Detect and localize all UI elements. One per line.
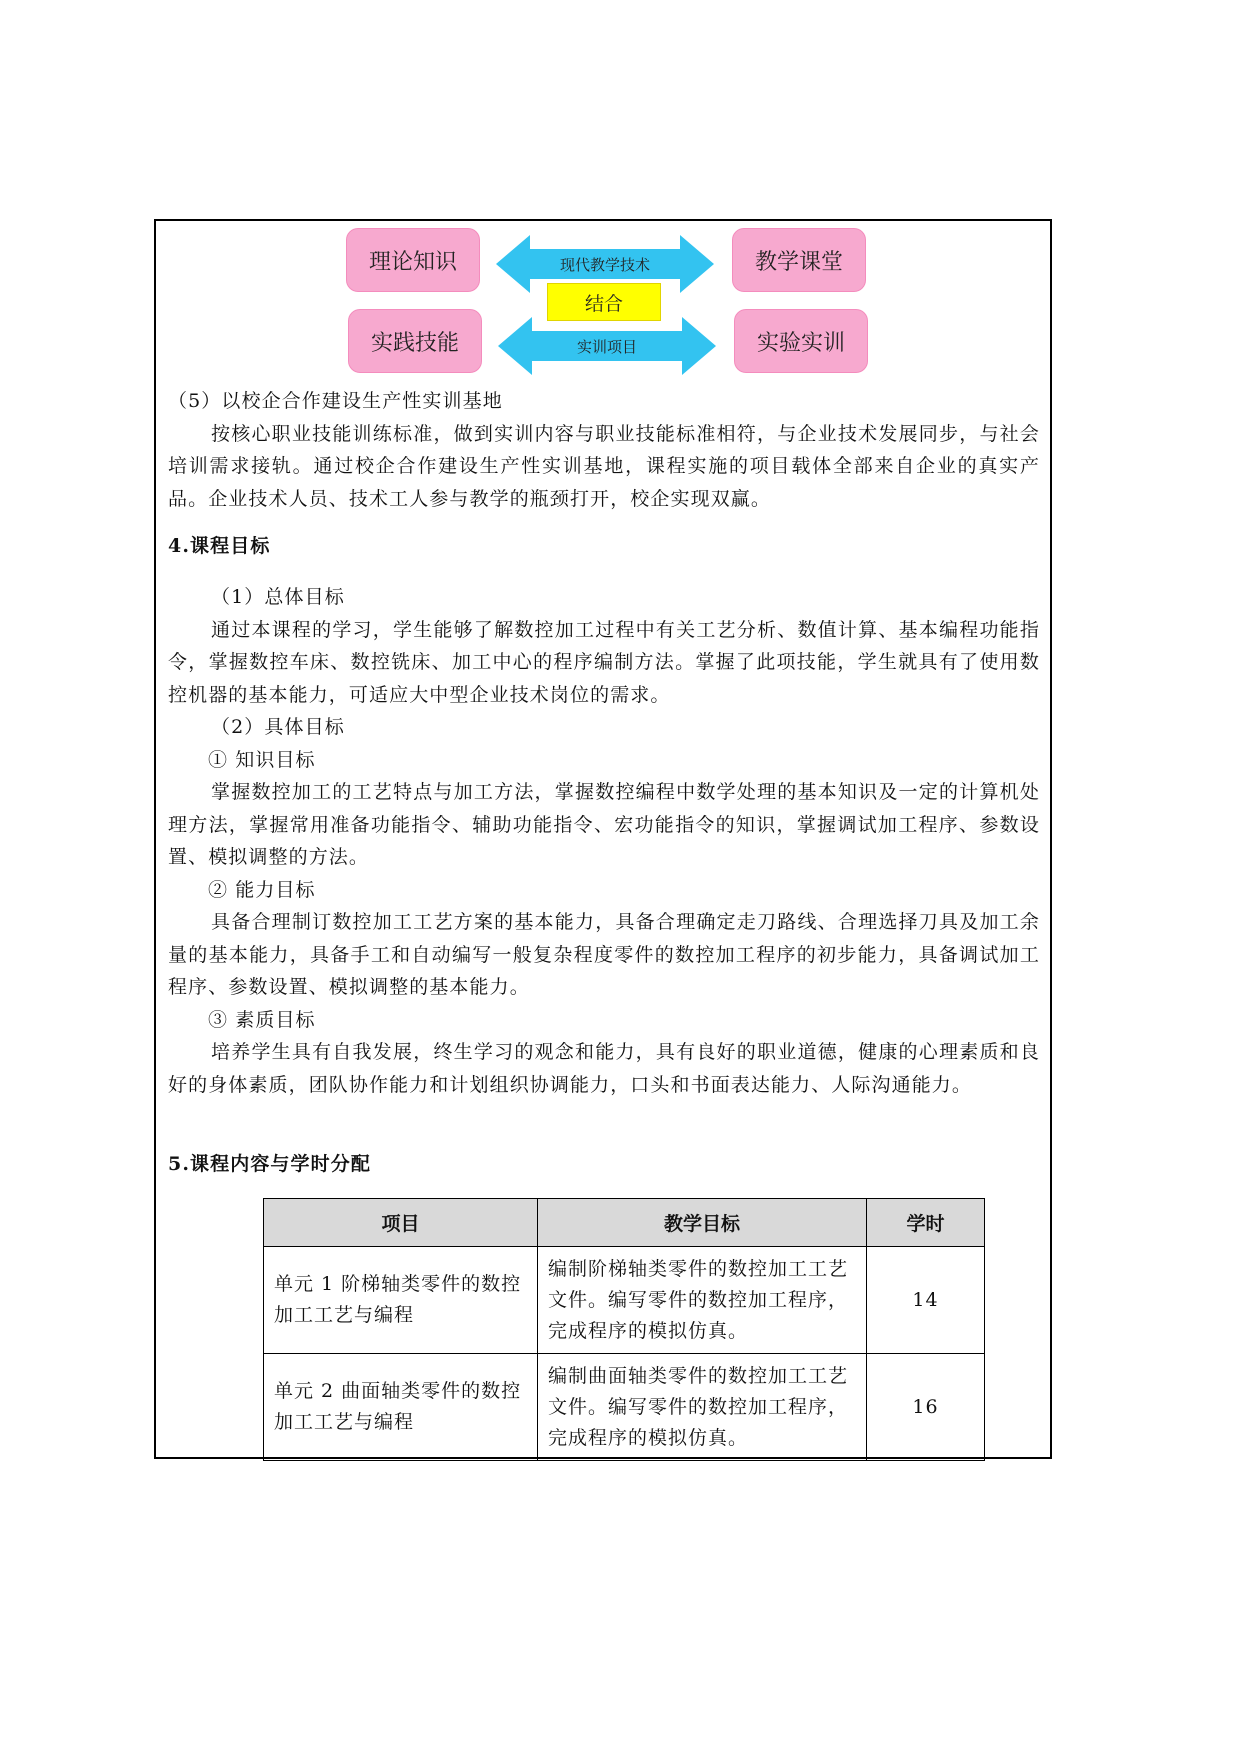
table-header-row (264, 1199, 985, 1247)
cell-target: 编制曲面轴类零件的数控加工工艺文件。编写零件的数控加工程序，完成程序的模拟仿真。 (538, 1354, 867, 1461)
arrow-bottom-label: 实训项目 (576, 338, 637, 356)
box-theory-knowledge: 理论知识 (346, 228, 480, 292)
section-goals-heading (168, 530, 1040, 563)
cell-hours: 14 (867, 1247, 985, 1354)
sub-heading-base: （5）以校企合作建设生产性实训基地 (168, 390, 503, 412)
box-teaching-classroom: 教学课堂 (732, 228, 866, 292)
cell-target: 编制阶梯轴类零件的数控加工工艺文件。编写零件的数控加工程序，完成程序的模拟仿真。 (538, 1247, 867, 1354)
quality-goal-title: ③ 素质目标 (208, 1008, 316, 1031)
box-lab-training: 实验实训 (734, 309, 868, 373)
overall-goal-title: （1）总体目标 (211, 586, 345, 608)
column-header: 教学目标 (538, 1199, 867, 1247)
box-practical-skills: 实践技能 (348, 309, 482, 373)
arrow-bottom (498, 317, 716, 375)
knowledge-goal-title: ① 知识目标 (208, 748, 316, 771)
center-combine-box: 结合 (547, 283, 661, 321)
table-row (264, 1354, 985, 1461)
overall-goal-body: 通过本课程的学习，学生能够了解数控加工过程中有关工艺分析、数值计算、基本编程功能指令，掌握数控车床、数控铣床、加工中心的程序编制方法。掌握了此项技能，学生就具有了使用数控机器的基本能力，可适应大中型企业技术岗位的需求。 (168, 618, 1040, 706)
table-row (264, 1247, 985, 1354)
cell-project: 单元 2 曲面轴类零件的数控加工工艺与编程 (264, 1354, 538, 1461)
section-5-sub (168, 385, 1040, 515)
ability-goal-title: ② 能力目标 (208, 878, 316, 901)
section-content-heading (168, 1148, 1040, 1181)
knowledge-goal-body: 掌握数控加工的工艺特点与加工方法，掌握数控编程中数学处理的基本知识及一定的计算机处理方法，掌握常用准备功能指令、辅助功能指令、宏功能指令的知识，掌握调试加工程序、参数设置、模拟调整的方法。 (168, 781, 1040, 868)
page-frame (154, 219, 1052, 1459)
cell-hours: 16 (867, 1354, 985, 1461)
column-header: 学时 (867, 1199, 985, 1247)
arrow-top-label: 现代教学技术 (559, 256, 650, 274)
paragraph-base: 按核心职业技能训练标准，做到实训内容与职业技能标准相符，与企业技术发展同步，与社会培训需求接轨。通过校企合作建设生产性实训基地，课程实施的项目载体全部来自企业的真实产品。企业技术人员、技术工人参与教学的瓶颈打开，校企实现双赢。 (168, 422, 1040, 510)
teaching-diagram (156, 221, 1050, 381)
hours-table (263, 1198, 985, 1461)
quality-goal-body: 培养学生具有自我发展，终生学习的观念和能力，具有良好的职业道德，健康的心理素质和良好的身体素质，团队协作能力和计划组织协调能力，口头和书面表达能力、人际沟通能力。 (168, 1041, 1040, 1096)
cell-project: 单元 1 阶梯轴类零件的数控加工工艺与编程 (264, 1247, 538, 1354)
specific-goal-title: （2）具体目标 (211, 716, 345, 738)
ability-goal-body: 具备合理制订数控加工工艺方案的基本能力，具备合理确定走刀路线、合理选择刀具及加工余量的基本能力，具备手工和自动编写一般复杂程度零件的数控加工程序的初步能力，具备调试加工程序、参数设置、模拟调整的基本能力。 (168, 911, 1040, 998)
column-header: 项目 (264, 1199, 538, 1247)
section-goals (168, 581, 1040, 1101)
section-heading: 4.课程目标 (168, 535, 271, 557)
section-heading: 5.课程内容与学时分配 (168, 1153, 371, 1175)
